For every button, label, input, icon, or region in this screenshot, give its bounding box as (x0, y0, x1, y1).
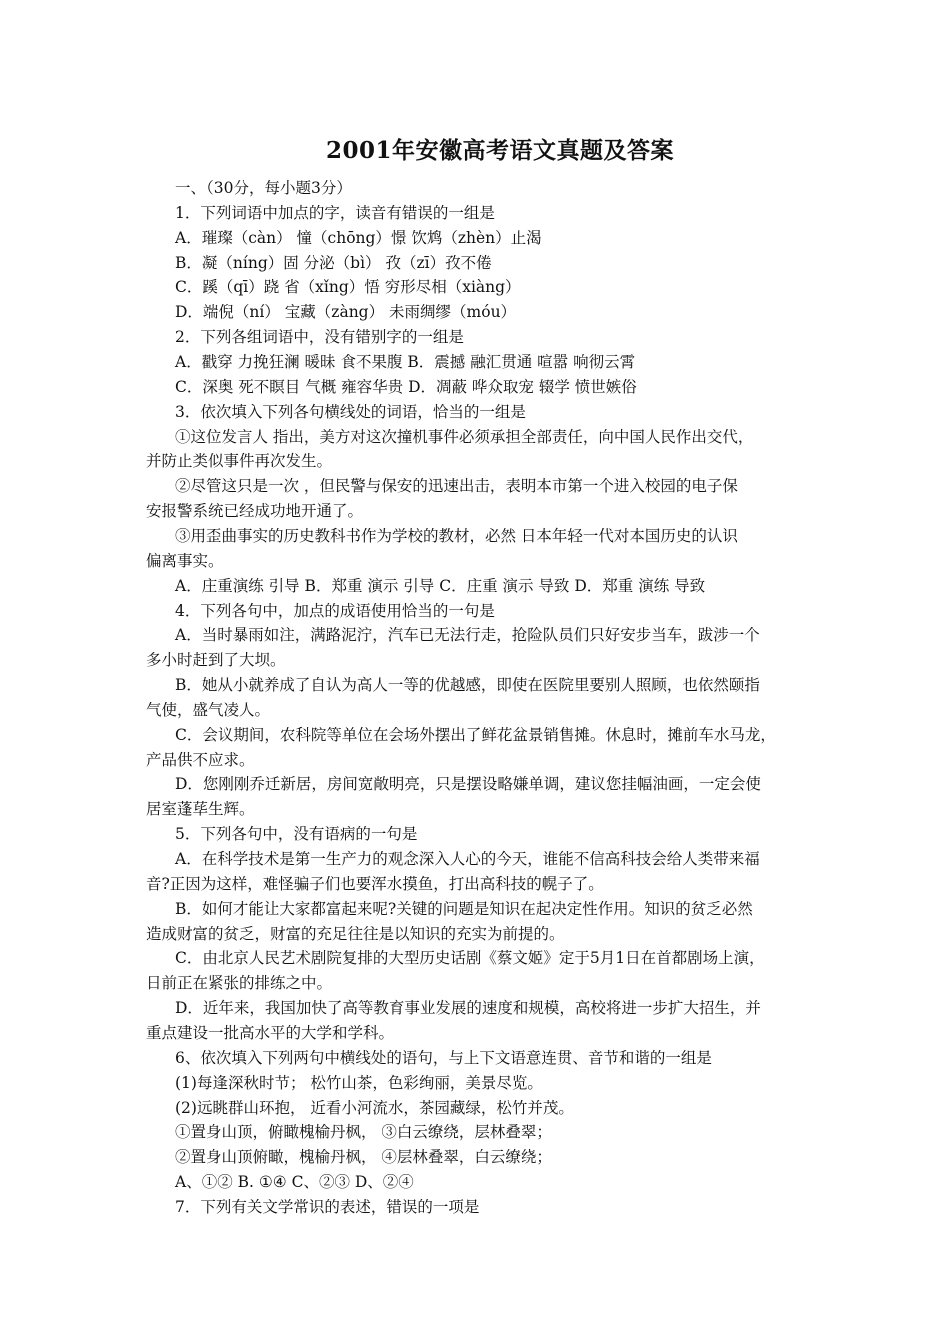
text-line: 5．下列各句中，没有语病的一句是 (175, 825, 418, 844)
text-line: D．近年来，我国加快了高等教育事业发展的速度和规模，高校将进一步扩大招生，并 (175, 999, 761, 1018)
text-line: D．您刚刚乔迁新居，房间宽敞明亮，只是摆设略嫌单调，建议您挂幅油画，一定会使 (175, 775, 761, 794)
text-line: B．如何才能让大家都富起来呢?关键的问题是知识在起决定性作用。知识的贫乏必然 (175, 899, 753, 918)
text-line: A．庄重演练 引导 B．郑重 演示 引导 C．庄重 演示 导致 D．郑重 演练 导致 (175, 576, 706, 595)
text-line: A．戳穿 力挽狂澜 暖昧 食不果腹 B．震撼 融汇贯通 喧嚣 响彻云霄 (175, 353, 636, 371)
document-title: 2001年安徽高考语文真题及答案 (325, 137, 674, 164)
text-line: ①置身山顶，俯瞰槐榆丹枫， ③白云缭绕，层林叠翠； (175, 1123, 552, 1142)
text-line: 1．下列词语中加点的字，读音有错误的一组是 (175, 203, 495, 222)
text-line: (2)远眺群山环抱， 近看小河流水，茶园藏绿，松竹并茂。 (175, 1098, 574, 1117)
text-line: C．由北京人民艺术剧院复排的大型历史话剧《蔡文姬》定于5月1日在首都剧场上演， (175, 949, 765, 968)
text-line: 多小时赶到了大坝。 (146, 651, 286, 670)
text-line: 并防止类似事件再次发生。 (146, 452, 333, 471)
text-line: 7．下列有关文学常识的表述，错误的一项是 (175, 1197, 480, 1216)
text-line: 日前正在紧张的排练之中。 (146, 974, 333, 993)
text-line: A、①② B. ①④ C、②③ D、②④ (175, 1173, 414, 1191)
text-line: 3．依次填入下列各句横线处的词语，恰当的一组是 (175, 402, 526, 421)
text-line: A．当时暴雨如注，满路泥泞，汽车已无法行走，抢险队员们只好安步当车，跋涉一个 (175, 626, 760, 645)
text-line: ③用歪曲事实的历史教科书作为学校的教材，必然 日本年轻一代对本国历史的认识 (175, 526, 738, 545)
text-line: (1)每逢深秋时节； 松竹山茶，色彩绚丽，美景尽览。 (175, 1073, 543, 1092)
text-line: C．蹊（qī）跷 省（xǐng）悟 穷形尽相（xiàng） (175, 278, 521, 297)
text-line: C．深奥 死不瞑目 气概 雍容华贵 D．凋蔽 哗众取宠 辍学 愤世嫉俗 (175, 377, 637, 396)
text-line: ②置身山顶俯瞰，槐榆丹枫， ④层林叠翠，白云缭绕； (175, 1148, 552, 1167)
text-line: 音?正因为这样，难怪骗子们也要浑水摸鱼，打出高科技的幌子了。 (146, 874, 604, 893)
text-line: A．在科学技术是第一生产力的观念深入人心的今天，谁能不信高科技会给人类带来福 (175, 850, 760, 868)
text-line: D．端倪（ní） 宝藏（zàng） 未雨绸缪（móu） (175, 303, 517, 322)
text-line: 产品供不应求。 (146, 750, 255, 769)
text-line: 2．下列各组词语中，没有错别字的一组是 (175, 328, 464, 347)
text-line: 气使，盛气凌人。 (146, 700, 271, 719)
text-line: 造成财富的贫乏，财富的充足往往是以知识的充实为前提的。 (146, 924, 565, 943)
text-line: 重点建设一批高水平的大学和学科。 (146, 1023, 395, 1042)
text-line: 居室蓬荜生辉。 (146, 800, 255, 819)
text-line: ①这位发言人 指出，美方对这次撞机事件必须承担全部责任，向中国人民作出交代， (175, 427, 754, 446)
text-line: ②尽管这只是一次 ，但民警与保安的迅速出击，表明本市第一个进入校园的电子保 (175, 477, 738, 496)
text-line: 4．下列各句中，加点的成语使用恰当的一句是 (175, 601, 495, 620)
text-line: B．凝（níng）固 分泌（bì） 孜（zī）孜不倦 (175, 253, 492, 272)
text-line: 安报警系统已经成功地开通了。 (146, 502, 364, 521)
text-line: 偏离事实。 (146, 551, 224, 570)
text-line: 一、（30分，每小题3分） (175, 179, 352, 197)
text-line: 6、依次填入下列两句中横线处的语句，与上下文语意连贯、音节和谐的一组是 (175, 1048, 712, 1067)
text-line: A．璀璨（càn） 憧（chōng）憬 饮鸩（zhèn）止渴 (175, 228, 542, 247)
text-line: B．她从小就养成了自认为高人一等的优越感，即使在医院里要别人照顾，也依然颐指 (175, 676, 760, 694)
text-line: C．会议期间，农科院等单位在会场外摆出了鲜花盆景销售摊。休息时，摊前车水马龙， (175, 725, 776, 744)
